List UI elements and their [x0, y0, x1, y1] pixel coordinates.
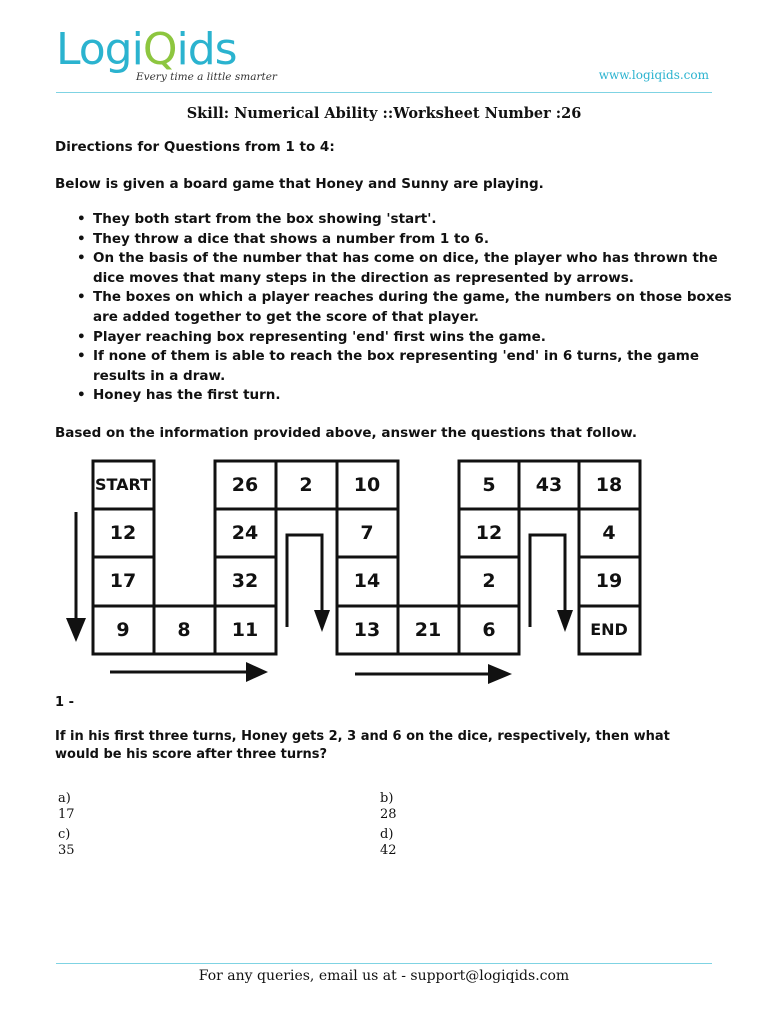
footer-contact: For any queries, email us at - support@logiqids.com — [198, 968, 570, 984]
option-label: d) — [380, 827, 394, 842]
instructions-text: Based on the information provided above, answer the questions that follow. — [55, 425, 637, 441]
option-label: b) — [380, 791, 394, 806]
board-cell: 18 — [595, 473, 623, 496]
board-cell: 12 — [109, 521, 137, 544]
board-cell: 11 — [231, 618, 259, 641]
board-cell: 17 — [109, 569, 137, 592]
worksheet-title: Skill: Numerical Ability ::Worksheet Number :26 — [186, 105, 582, 122]
board-cell: 26 — [231, 473, 259, 496]
rule-item: • If none of them is able to reach the box representing 'end' in 6 turns, the game results in a draw. — [75, 347, 735, 386]
option-value: 17 — [58, 807, 75, 822]
option-d[interactable] — [380, 827, 397, 859]
board-cell: 13 — [353, 618, 381, 641]
board-cell: 4 — [602, 521, 616, 544]
board-cell: 7 — [360, 521, 374, 544]
rule-item: • The boxes on which a player reaches during the game, the numbers on those boxes are added together to get the score of that player. — [75, 288, 735, 327]
board-cell: 32 — [231, 569, 259, 592]
board-cell: 9 — [116, 618, 130, 641]
board-cell-end: END — [590, 620, 628, 639]
intro-text: Below is given a board game that Honey and Sunny are playing. — [55, 176, 544, 192]
rule-item: • Player reaching box representing 'end' first wins the game. — [75, 328, 735, 348]
rule-item: • They throw a dice that shows a number from 1 to 6. — [75, 230, 735, 250]
board-cell: 14 — [353, 569, 381, 592]
question-number: 1 - — [55, 695, 74, 710]
option-label: c) — [58, 827, 71, 842]
logo-wordmark: LogiQids — [56, 24, 237, 75]
logo-tagline: Every time a little smarter — [136, 71, 277, 83]
rule-item: • They both start from the box showing 'start'. — [75, 210, 735, 230]
board-cell: 2 — [299, 473, 313, 496]
rule-item: • Honey has the first turn. — [75, 386, 735, 406]
board-cell: 24 — [231, 521, 259, 544]
footer-divider — [56, 963, 712, 964]
board-cell: 8 — [177, 618, 191, 641]
board-cell: 6 — [482, 618, 496, 641]
board-cell: 2 — [482, 569, 496, 592]
option-b[interactable] — [380, 791, 397, 823]
rule-item: • On the basis of the number that has come on dice, the player who has thrown the dice moves that many steps in the direction as represented by arrows. — [75, 249, 735, 288]
directions-heading: Directions for Questions from 1 to 4: — [55, 139, 335, 155]
board-cell: 5 — [482, 473, 496, 496]
option-c[interactable] — [58, 827, 75, 859]
board-cell: 19 — [595, 569, 623, 592]
option-value: 35 — [58, 843, 75, 858]
board-cell: 10 — [353, 473, 381, 496]
option-a[interactable] — [58, 791, 75, 823]
board-cell: 21 — [414, 618, 442, 641]
board-cell: 12 — [475, 521, 503, 544]
board-cell-start: START — [94, 475, 152, 494]
site-url-link[interactable]: www.logiqids.com — [598, 68, 709, 82]
option-value: 42 — [380, 843, 397, 858]
option-value: 28 — [380, 807, 397, 822]
option-label: a) — [58, 791, 71, 806]
board-cell: 43 — [535, 473, 563, 496]
question-text: If in his first three turns, Honey gets 2, 3 and 6 on the dice, respectively, then what would be his score after three turns? — [55, 729, 670, 762]
